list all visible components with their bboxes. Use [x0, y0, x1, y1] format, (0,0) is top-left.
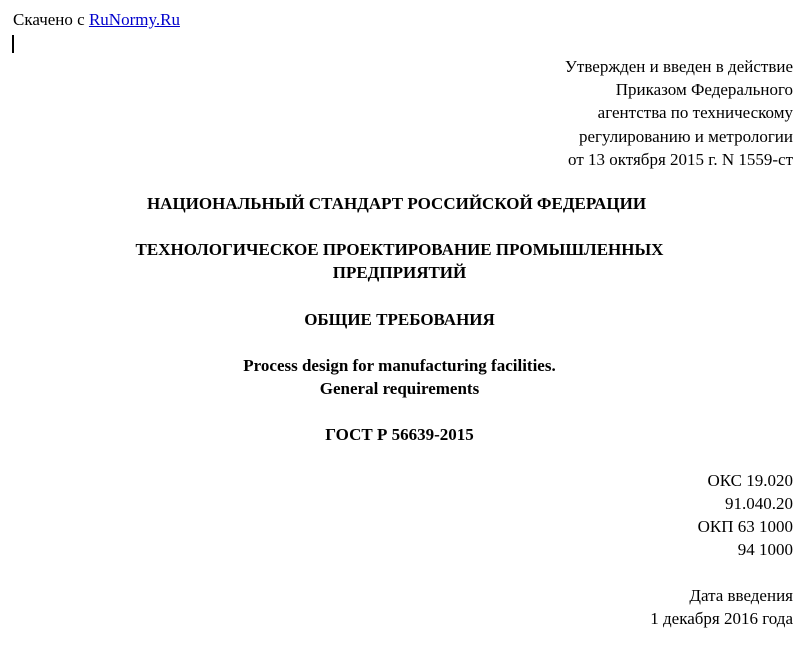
code-line: ОКП 63 1000: [697, 517, 793, 536]
subject-line: ПРЕДПРИЯТИЙ: [332, 263, 467, 282]
introduction-date: 1 декабря 2016 года: [650, 609, 793, 628]
source-prefix: Скачено с: [13, 10, 89, 29]
gost-number: ГОСТ Р 56639-2015: [325, 425, 474, 444]
approval-line: агентства по техническому: [597, 103, 793, 123]
code-line: 91.040.20: [725, 494, 793, 513]
approval-line: от 13 октября 2015 г. N 1559-ст: [568, 149, 793, 169]
subtitle: ОБЩИЕ ТРЕБОВАНИЯ: [304, 310, 495, 329]
approval-line: Приказом Федерального: [615, 80, 793, 100]
introduction-label: Дата введения: [689, 586, 793, 605]
subject-title: [0, 238, 799, 284]
code-line: ОКС 19.020: [707, 471, 793, 490]
source-line: [13, 9, 180, 31]
english-line: General requirements: [319, 379, 480, 398]
approval-line: регулированию и метрологии: [578, 126, 793, 146]
standard-title: НАЦИОНАЛЬНЫЙ СТАНДАРТ РОССИЙСКОЙ ФЕДЕРАЦИИ: [146, 194, 647, 213]
classification-codes: [698, 469, 793, 561]
source-link[interactable]: RuNormy.Ru: [88, 10, 180, 29]
approval-line: Утвержден и введен в действие: [564, 57, 793, 76]
english-line: Process design for manufacturing facilities.: [243, 356, 556, 375]
text-cursor: [12, 35, 14, 53]
code-line: 94 1000: [737, 540, 793, 559]
english-title: [0, 354, 799, 400]
subject-line: ТЕХНОЛОГИЧЕСКОЕ ПРОЕКТИРОВАНИЕ ПРОМЫШЛЕННЫХ: [135, 240, 664, 259]
approval-block: [565, 55, 793, 171]
introduction-date-block: [650, 584, 793, 630]
